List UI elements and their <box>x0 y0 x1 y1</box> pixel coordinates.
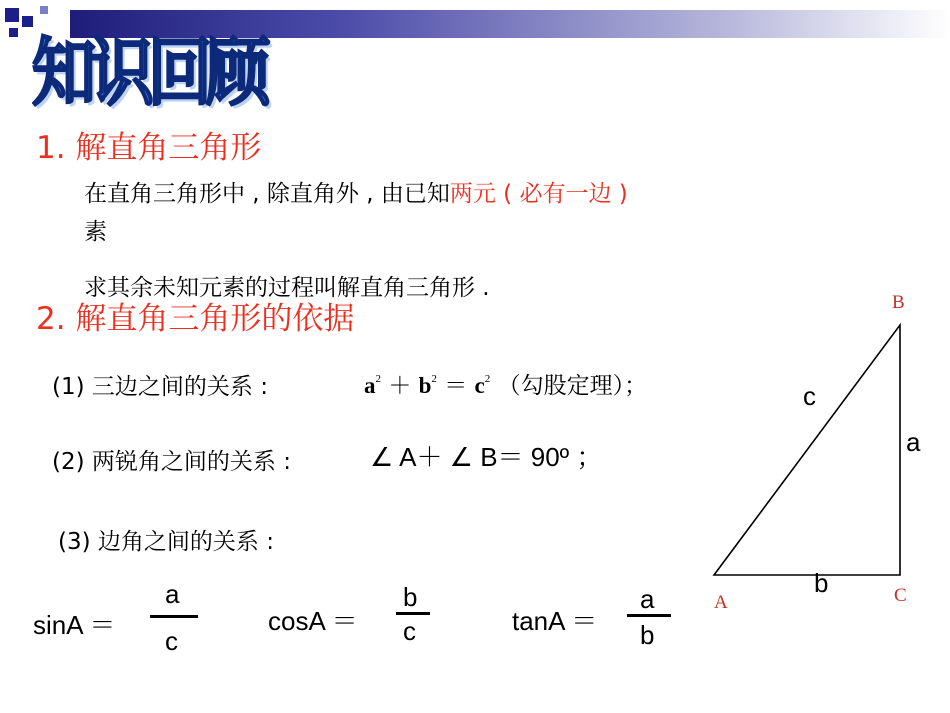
page-title: 知识回顾 <box>32 31 264 117</box>
cos-label: cosA ＝ <box>268 606 358 636</box>
vertex-label-c: C <box>894 585 907 606</box>
vertex-label-b: B <box>892 292 905 313</box>
pythagorean-note: （勾股定理）； <box>497 373 648 399</box>
triangle-shape <box>714 325 900 575</box>
item2-label: (2) 两锐角之间的关系 : <box>52 449 291 475</box>
vertex-label-a: A <box>714 592 728 613</box>
side-c-symbol: c <box>474 373 485 398</box>
equals-sign: ＝ <box>444 373 468 399</box>
tan-fraction-bar <box>627 614 671 617</box>
item3-label: (3) 边角之间的关系 : <box>58 529 274 555</box>
header-square-1 <box>5 8 19 22</box>
angle-sum-formula: ∠ A＋ ∠ B＝ 90º ； <box>370 442 603 472</box>
tan-denominator: b <box>640 620 655 650</box>
item1-label: (1) 三边之间的关系 : <box>52 374 268 400</box>
cos-denominator: c <box>403 616 416 646</box>
plus-sign: ＋ <box>388 373 412 399</box>
power-b: 2 <box>431 373 437 385</box>
side-b-symbol: b <box>418 373 432 398</box>
power-c: 2 <box>484 373 491 385</box>
tan-label: tanA ＝ <box>512 606 598 636</box>
sin-label: sinA ＝ <box>33 610 116 640</box>
power-a: 2 <box>375 373 381 385</box>
section2-heading: 2. 解直角三角形的依据 <box>36 301 355 337</box>
section1-line1-highlight: 两元 ( 必有一边 ) <box>449 181 628 207</box>
cos-fraction-bar <box>396 612 430 615</box>
side-label-c: c <box>803 381 816 411</box>
tan-numerator: a <box>640 584 655 614</box>
cos-numerator: b <box>403 582 418 612</box>
side-label-b: b <box>814 568 829 598</box>
section1-line1-text: 在直角三角形中 , 除直角外 , 由已知 <box>84 181 450 207</box>
sin-denominator: c <box>165 626 178 656</box>
section1-line2: 素 <box>84 219 107 245</box>
side-a-symbol: a <box>364 373 376 398</box>
section1-line3: 求其余未知元素的过程叫解直角三角形 . <box>84 275 490 301</box>
pythagorean-formula <box>364 367 647 400</box>
side-label-a: a <box>906 427 921 457</box>
header-square-3 <box>9 28 18 37</box>
section1-heading: 1. 解直角三角形 <box>36 130 262 166</box>
header-square-4 <box>40 6 48 14</box>
section1-line1 <box>84 175 628 208</box>
sin-fraction-bar <box>150 615 198 618</box>
sin-numerator: a <box>165 579 180 609</box>
